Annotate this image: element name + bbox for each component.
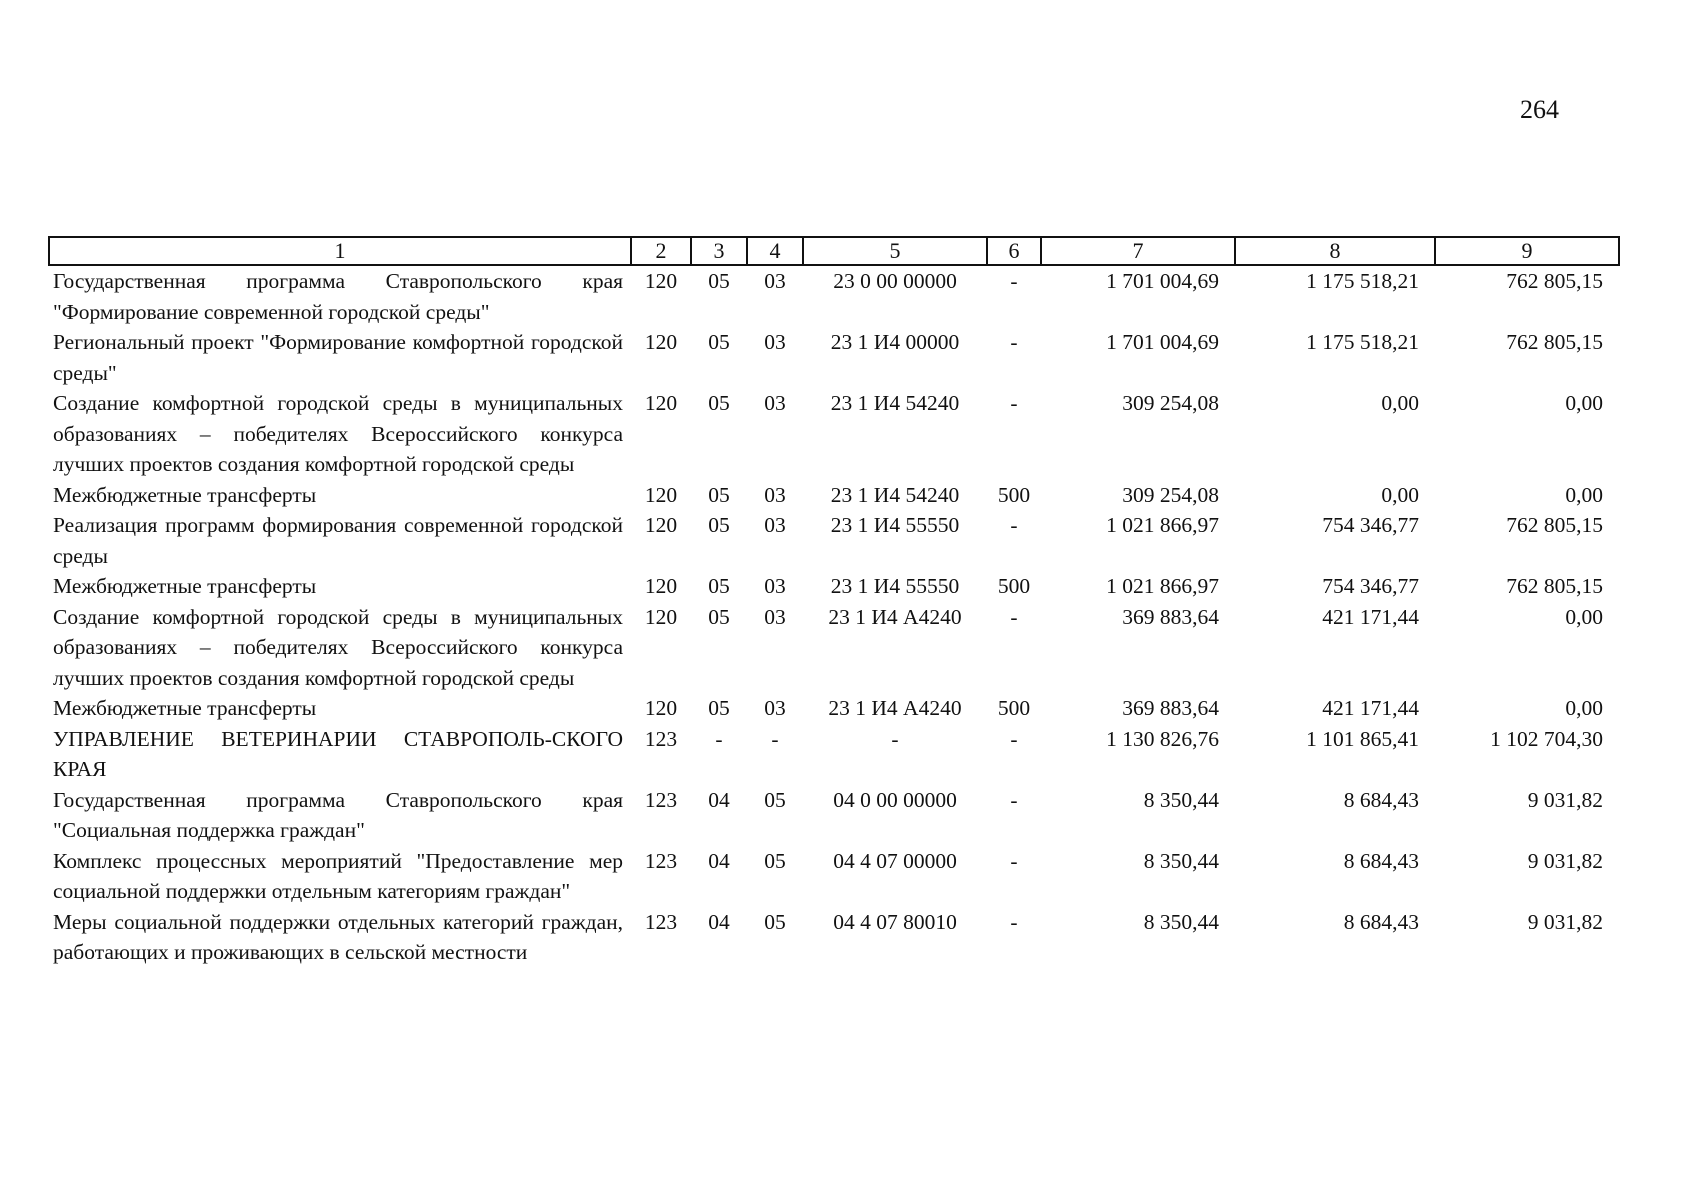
row-col-3: 05 [708, 513, 730, 537]
table-row [49, 265, 1619, 327]
row-col-8: 8 684,43 [1343, 848, 1419, 873]
header-cell-5: 5 [803, 237, 987, 265]
page-number: 264 [1520, 95, 1559, 124]
header-cell-3: 3 [691, 237, 747, 265]
row-name: Комплекс процессных мероприятий "Предоставление мер социальной поддержки отдельным категориям граждан" [53, 848, 623, 903]
row-col-8: 1 101 865,41 [1306, 726, 1419, 751]
row-col-2: 120 [644, 330, 678, 354]
row-col-3: 05 [708, 574, 730, 598]
row-col-9: 762 805,15 [1506, 574, 1603, 598]
row-col-4: 03 [764, 604, 786, 629]
row-col-6: - [1010, 787, 1018, 812]
row-col-2: 123 [644, 848, 678, 873]
row-col-3: 05 [708, 391, 730, 415]
table-row [49, 327, 1619, 388]
row-col-4: 03 [764, 513, 786, 537]
row-col-7: 369 883,64 [1122, 696, 1219, 720]
row-col-4: 03 [764, 391, 786, 415]
row-col-8: 421 171,44 [1322, 604, 1419, 629]
row-col-6: - [1010, 848, 1018, 873]
row-col-6: 500 [997, 482, 1031, 507]
table-header [49, 237, 1619, 265]
row-col-8: 8 684,43 [1343, 909, 1419, 934]
table-row [49, 724, 1619, 785]
row-col-4: 03 [764, 330, 786, 354]
row-col-3: - [715, 726, 723, 751]
row-col-9: 762 805,15 [1506, 330, 1603, 354]
header-cell-9: 9 [1435, 237, 1619, 265]
row-col-2: 120 [644, 574, 678, 598]
row-col-3: 04 [708, 787, 730, 812]
row-col-7: 1 021 866,97 [1106, 513, 1219, 537]
table-body [49, 265, 1619, 968]
row-name: УПРАВЛЕНИЕ ВЕТЕРИНАРИИ СТАВРОПОЛЬ-СКОГО КРАЯ [53, 726, 623, 781]
row-col-5: 04 4 07 00000 [833, 848, 957, 873]
row-col-9: 0,00 [1565, 696, 1603, 720]
row-col-5: - [891, 726, 899, 751]
header-cell-8: 8 [1235, 237, 1435, 265]
row-col-9: 0,00 [1565, 391, 1603, 415]
row-col-2: 120 [644, 696, 678, 720]
row-col-8: 1 175 518,21 [1306, 269, 1419, 293]
row-col-6: 500 [997, 574, 1031, 598]
row-col-4: - [771, 726, 779, 751]
row-col-9: 1 102 704,30 [1490, 726, 1603, 751]
header-cell-2: 2 [631, 237, 691, 265]
row-col-8: 0,00 [1381, 482, 1419, 507]
table-row [49, 846, 1619, 907]
row-col-5: 04 0 00 00000 [833, 787, 957, 812]
row-col-4: 03 [764, 574, 786, 598]
row-name: Государственная программа Ставропольского края "Социальная поддержка граждан" [53, 787, 623, 842]
row-col-2: 123 [644, 787, 678, 812]
table-row [49, 785, 1619, 846]
row-col-8: 754 346,77 [1322, 574, 1419, 598]
row-col-5: 04 4 07 80010 [833, 909, 957, 934]
table-row [49, 693, 1619, 724]
row-col-7: 8 350,44 [1143, 909, 1219, 934]
row-col-6: - [1010, 604, 1018, 629]
row-col-6: - [1010, 391, 1018, 415]
table-row [49, 907, 1619, 968]
row-col-5: 23 1 И4 55550 [830, 574, 960, 598]
row-col-2: 123 [644, 726, 678, 751]
row-col-7: 309 254,08 [1122, 391, 1219, 415]
row-col-7: 309 254,08 [1122, 482, 1219, 507]
row-name: Создание комфортной городской среды в муниципальных образованиях – победителях Всероссийского конкурса лучших проектов создания комфортной городской среды [53, 391, 623, 476]
table-row [49, 571, 1619, 602]
row-col-9: 9 031,82 [1527, 909, 1603, 934]
row-col-7: 1 130 826,76 [1106, 726, 1219, 751]
table-row [49, 480, 1619, 511]
row-col-2: 123 [644, 909, 678, 934]
row-col-6: - [1010, 269, 1018, 293]
row-name: Межбюджетные трансферты [53, 696, 317, 720]
row-col-5: 23 1 И4 А4240 [828, 604, 962, 629]
row-col-6: - [1010, 513, 1018, 537]
row-col-3: 05 [708, 269, 730, 293]
row-col-2: 120 [644, 604, 678, 629]
row-col-8: 754 346,77 [1322, 513, 1419, 537]
row-col-6: - [1010, 909, 1018, 934]
row-col-3: 04 [708, 848, 730, 873]
row-col-5: 23 1 И4 00000 [830, 330, 960, 354]
row-col-9: 9 031,82 [1527, 848, 1603, 873]
row-col-2: 120 [644, 513, 678, 537]
row-col-9: 762 805,15 [1506, 513, 1603, 537]
row-col-6: - [1010, 726, 1018, 751]
row-col-3: 05 [708, 330, 730, 354]
table-row [49, 602, 1619, 694]
row-col-5: 23 1 И4 55550 [830, 513, 960, 537]
row-col-4: 05 [764, 848, 786, 873]
row-col-4: 03 [764, 269, 786, 293]
row-col-9: 9 031,82 [1527, 787, 1603, 812]
row-col-4: 03 [764, 696, 786, 720]
row-col-5: 23 0 00 00000 [833, 269, 957, 293]
row-col-4: 03 [764, 482, 786, 507]
header-cell-4: 4 [747, 237, 803, 265]
row-col-6: - [1010, 330, 1018, 354]
row-col-6: 500 [997, 696, 1031, 720]
row-col-8: 421 171,44 [1322, 696, 1419, 720]
row-col-8: 8 684,43 [1343, 787, 1419, 812]
row-col-2: 120 [644, 482, 678, 507]
row-name: Межбюджетные трансферты [53, 574, 317, 598]
row-col-7: 1 021 866,97 [1106, 574, 1219, 598]
row-col-7: 369 883,64 [1122, 604, 1219, 629]
row-col-9: 0,00 [1565, 604, 1603, 629]
header-row [49, 237, 1619, 265]
row-col-5: 23 1 И4 54240 [830, 482, 960, 507]
row-col-7: 1 701 004,69 [1106, 269, 1219, 293]
row-col-3: 05 [708, 696, 730, 720]
row-col-3: 05 [708, 604, 730, 629]
header-cell-7: 7 [1041, 237, 1235, 265]
row-col-5: 23 1 И4 54240 [830, 391, 960, 415]
row-col-3: 05 [708, 482, 730, 507]
row-name: Государственная программа Ставропольского края "Формирование современной городской среды" [53, 269, 623, 324]
row-col-8: 0,00 [1381, 391, 1419, 415]
header-cell-6: 6 [987, 237, 1041, 265]
row-col-7: 8 350,44 [1143, 787, 1219, 812]
table-row [49, 388, 1619, 480]
row-col-5: 23 1 И4 А4240 [828, 696, 962, 720]
row-col-4: 05 [764, 909, 786, 934]
budget-table [48, 236, 1620, 968]
row-col-2: 120 [644, 269, 678, 293]
header-cell-1: 1 [49, 237, 631, 265]
table-row [49, 510, 1619, 571]
row-col-7: 1 701 004,69 [1106, 330, 1219, 354]
row-name: Создание комфортной городской среды в муниципальных образованиях – победителях Всероссийского конкурса лучших проектов создания комфортной городской среды [53, 604, 623, 690]
row-col-9: 762 805,15 [1506, 269, 1603, 293]
row-col-3: 04 [708, 909, 730, 934]
row-col-2: 120 [644, 391, 678, 415]
row-name: Региональный проект "Формирование комфортной городской среды" [53, 330, 623, 385]
row-name: Меры социальной поддержки отдельных категорий граждан, работающих и проживающих в сельской местности [53, 909, 623, 964]
row-name: Реализация программ формирования современной городской среды [53, 513, 623, 568]
row-col-8: 1 175 518,21 [1306, 330, 1419, 354]
row-name: Межбюджетные трансферты [53, 482, 317, 507]
row-col-9: 0,00 [1565, 482, 1603, 507]
row-col-7: 8 350,44 [1143, 848, 1219, 873]
row-col-4: 05 [764, 787, 786, 812]
